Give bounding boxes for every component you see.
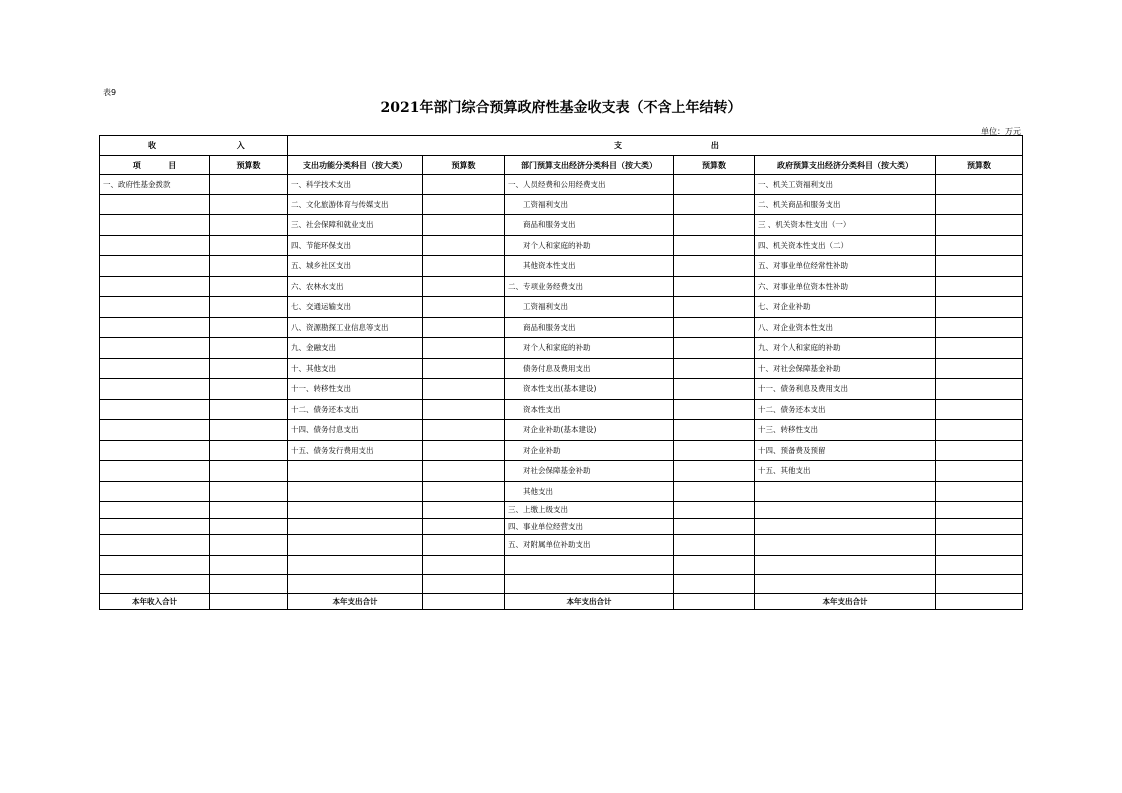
income-cell [100,215,210,236]
budget-2-cell [423,379,505,400]
total-income-cell: 本年收入合计 [100,593,210,609]
col-header-budget-4: 预算数 [936,156,1023,175]
budget-1-cell [210,555,288,574]
col-header-dept-econ: 部门预算支出经济分类科目（按大类） [505,156,674,175]
func-class-cell: 四、节能环保支出 [288,235,423,256]
income-label-b: 入 [236,141,245,150]
dept-econ-cell: 其他支出 [505,481,674,502]
gov-econ-cell: 八、对企业资本性支出 [755,317,936,338]
budget-3-cell [674,555,755,574]
income-cell [100,317,210,338]
budget-2-cell [423,317,505,338]
func-class-cell [288,461,423,482]
budget-table [99,135,1023,610]
table-row [100,235,1023,256]
budget-3-cell [674,215,755,236]
expense-label-a: 支 [614,141,623,150]
func-class-cell [288,555,423,574]
income-cell [100,420,210,441]
func-class-cell: 十五、债务发行费用支出 [288,440,423,461]
budget-1-cell [210,518,288,535]
gov-econ-cell: 一、机关工资福利支出 [755,175,936,195]
table-row [100,175,1023,195]
income-cell [100,481,210,502]
budget-3-cell [674,297,755,318]
budget-3-cell [674,235,755,256]
dept-econ-cell: 资本性支出 [505,399,674,420]
func-class-cell: 一、科学技术支出 [288,175,423,195]
budget-2-cell [423,358,505,379]
column-header-row [100,156,1023,175]
func-class-cell: 三、社会保障和就业支出 [288,215,423,236]
table-row [100,317,1023,338]
col-header-budget-2: 预算数 [423,156,505,175]
gov-econ-cell: 四、机关资本性支出（二） [755,235,936,256]
income-cell [100,276,210,297]
dept-econ-cell: 对社会保障基金补助 [505,461,674,482]
table-row [100,440,1023,461]
total-budget-2-cell [423,593,505,609]
func-class-cell [288,574,423,593]
budget-2-cell [423,256,505,277]
budget-3-cell [674,317,755,338]
total-func-cell: 本年支出合计 [288,593,423,609]
income-cell [100,399,210,420]
dept-econ-cell: 对企业补助(基本建设) [505,420,674,441]
col-header-item-b: 目 [168,160,177,170]
table-row [100,420,1023,441]
budget-2-cell [423,461,505,482]
budget-4-cell [936,555,1023,574]
budget-3-cell [674,379,755,400]
budget-1-cell [210,317,288,338]
unit-label: 单位：万元 [981,127,1021,136]
group-header-row [100,136,1023,156]
gov-econ-cell: 十、对社会保障基金补助 [755,358,936,379]
income-cell [100,502,210,519]
income-cell [100,194,210,215]
budget-4-cell [936,358,1023,379]
budget-3-cell [674,175,755,195]
gov-econ-cell: 十二、债务还本支出 [755,399,936,420]
table-row [100,461,1023,482]
gov-econ-cell: 六、对事业单位资本性补助 [755,276,936,297]
table-row [100,555,1023,574]
func-class-cell: 十一、转移性支出 [288,379,423,400]
gov-econ-cell: 三 、机关资本性支出（一） [755,215,936,236]
budget-4-cell [936,574,1023,593]
dept-econ-cell: 二、专项业务经费支出 [505,276,674,297]
income-cell [100,461,210,482]
budget-1-cell [210,461,288,482]
budget-2-cell [423,297,505,318]
budget-3-cell [674,276,755,297]
expense-group-header [288,136,1023,156]
dept-econ-cell [505,574,674,593]
budget-3-cell [674,502,755,519]
budget-3-cell [674,481,755,502]
income-cell [100,535,210,556]
table-row [100,399,1023,420]
table-row [100,518,1023,535]
budget-3-cell [674,461,755,482]
budget-1-cell [210,358,288,379]
budget-3-cell [674,420,755,441]
dept-econ-cell: 商品和服务支出 [505,317,674,338]
func-class-cell: 五、城乡社区支出 [288,256,423,277]
budget-1-cell [210,481,288,502]
budget-1-cell [210,256,288,277]
func-class-cell [288,535,423,556]
table-row [100,276,1023,297]
budget-4-cell [936,276,1023,297]
budget-3-cell [674,399,755,420]
dept-econ-cell: 四、事业单位经营支出 [505,518,674,535]
budget-1-cell [210,215,288,236]
income-cell [100,256,210,277]
gov-econ-cell [755,518,936,535]
budget-2-cell [423,518,505,535]
dept-econ-cell: 工资福利支出 [505,194,674,215]
income-cell [100,338,210,359]
income-cell [100,379,210,400]
col-header-gov-econ: 政府预算支出经济分类科目（按大类） [755,156,936,175]
budget-1-cell [210,338,288,359]
budget-2-cell [423,555,505,574]
budget-4-cell [936,297,1023,318]
dept-econ-cell: 对企业补助 [505,440,674,461]
table-row [100,338,1023,359]
budget-4-cell [936,194,1023,215]
gov-econ-cell [755,502,936,519]
func-class-cell: 八、资源勘探工业信息等支出 [288,317,423,338]
budget-3-cell [674,535,755,556]
col-header-budget-3: 预算数 [674,156,755,175]
gov-econ-cell: 七、对企业补助 [755,297,936,318]
gov-econ-cell: 九、对个人和家庭的补助 [755,338,936,359]
budget-3-cell [674,256,755,277]
income-cell [100,574,210,593]
income-cell [100,518,210,535]
budget-1-cell [210,194,288,215]
budget-1-cell [210,502,288,519]
budget-4-cell [936,535,1023,556]
func-class-cell [288,481,423,502]
expense-label-b: 出 [710,141,719,150]
budget-3-cell [674,440,755,461]
budget-4-cell [936,256,1023,277]
table-row [100,358,1023,379]
total-budget-1-cell [210,593,288,609]
total-budget-3-cell [674,593,755,609]
budget-2-cell [423,481,505,502]
income-label-a: 收 [148,141,156,150]
total-budget-4-cell [936,593,1023,609]
budget-1-cell [210,535,288,556]
budget-3-cell [674,358,755,379]
table-row [100,256,1023,277]
dept-econ-cell: 对个人和家庭的补助 [505,235,674,256]
dept-econ-cell: 对个人和家庭的补助 [505,338,674,359]
budget-3-cell [674,338,755,359]
table-row [100,297,1023,318]
budget-1-cell [210,379,288,400]
budget-3-cell [674,194,755,215]
gov-econ-cell [755,574,936,593]
budget-1-cell [210,235,288,256]
dept-econ-cell: 三、上缴上级支出 [505,502,674,519]
gov-econ-cell [755,535,936,556]
col-header-budget-1: 预算数 [210,156,288,175]
gov-econ-cell [755,555,936,574]
budget-2-cell [423,338,505,359]
budget-2-cell [423,440,505,461]
gov-econ-cell: 二、机关商品和服务支出 [755,194,936,215]
dept-econ-cell: 工资福利支出 [505,297,674,318]
budget-4-cell [936,440,1023,461]
budget-4-cell [936,420,1023,441]
table-row [100,502,1023,519]
gov-econ-cell: 十四、预备费及预留 [755,440,936,461]
budget-1-cell [210,420,288,441]
budget-2-cell [423,502,505,519]
budget-4-cell [936,518,1023,535]
budget-2-cell [423,215,505,236]
budget-4-cell [936,481,1023,502]
budget-1-cell [210,175,288,195]
page-title: 2021年部门综合预算政府性基金收支表（不含上年结转） [380,100,742,116]
gov-econ-cell: 五、对事业单位经常性补助 [755,256,936,277]
func-class-cell: 六、农林水支出 [288,276,423,297]
budget-3-cell [674,518,755,535]
func-class-cell: 十、其他支出 [288,358,423,379]
budget-2-cell [423,420,505,441]
col-header-item [100,156,210,175]
table-row [100,215,1023,236]
budget-2-cell [423,399,505,420]
budget-4-cell [936,461,1023,482]
budget-4-cell [936,175,1023,195]
income-cell [100,358,210,379]
income-group-header [100,136,288,156]
budget-4-cell [936,235,1023,256]
gov-econ-cell [755,481,936,502]
func-class-cell: 十四、债务付息支出 [288,420,423,441]
total-dept-cell: 本年支出合计 [505,593,674,609]
income-cell [100,235,210,256]
gov-econ-cell: 十五、其他支出 [755,461,936,482]
budget-2-cell [423,276,505,297]
table-row [100,574,1023,593]
col-header-func-class: 支出功能分类科目（按大类） [288,156,423,175]
budget-4-cell [936,502,1023,519]
budget-2-cell [423,194,505,215]
dept-econ-cell: 一、人员经费和公用经费支出 [505,175,674,195]
budget-1-cell [210,276,288,297]
table-row [100,535,1023,556]
table-row [100,379,1023,400]
total-gov-cell: 本年支出合计 [755,593,936,609]
budget-1-cell [210,574,288,593]
budget-2-cell [423,235,505,256]
budget-2-cell [423,574,505,593]
budget-4-cell [936,399,1023,420]
func-class-cell [288,518,423,535]
budget-1-cell [210,399,288,420]
func-class-cell [288,502,423,519]
dept-econ-cell: 债务付息及费用支出 [505,358,674,379]
budget-3-cell [674,574,755,593]
gov-econ-cell: 十一、债务利息及费用支出 [755,379,936,400]
func-class-cell: 二、文化旅游体育与传媒支出 [288,194,423,215]
budget-4-cell [936,379,1023,400]
table-number: 表9 [103,88,117,97]
dept-econ-cell: 资本性支出(基本建设) [505,379,674,400]
table-row [100,481,1023,502]
income-cell [100,555,210,574]
budget-1-cell [210,297,288,318]
income-cell: 一、政府性基金拨款 [100,175,210,195]
col-header-item-a: 项 [132,160,141,170]
dept-econ-cell: 其他资本性支出 [505,256,674,277]
income-cell [100,440,210,461]
budget-4-cell [936,338,1023,359]
dept-econ-cell [505,555,674,574]
func-class-cell: 十二、债务还本支出 [288,399,423,420]
budget-2-cell [423,535,505,556]
func-class-cell: 七、交通运输支出 [288,297,423,318]
budget-4-cell [936,215,1023,236]
table-row [100,194,1023,215]
budget-4-cell [936,317,1023,338]
dept-econ-cell: 五、对附属单位补助支出 [505,535,674,556]
budget-2-cell [423,175,505,195]
totals-row [100,593,1023,609]
income-cell [100,297,210,318]
budget-1-cell [210,440,288,461]
gov-econ-cell: 十三、转移性支出 [755,420,936,441]
func-class-cell: 九、金融支出 [288,338,423,359]
dept-econ-cell: 商品和服务支出 [505,215,674,236]
